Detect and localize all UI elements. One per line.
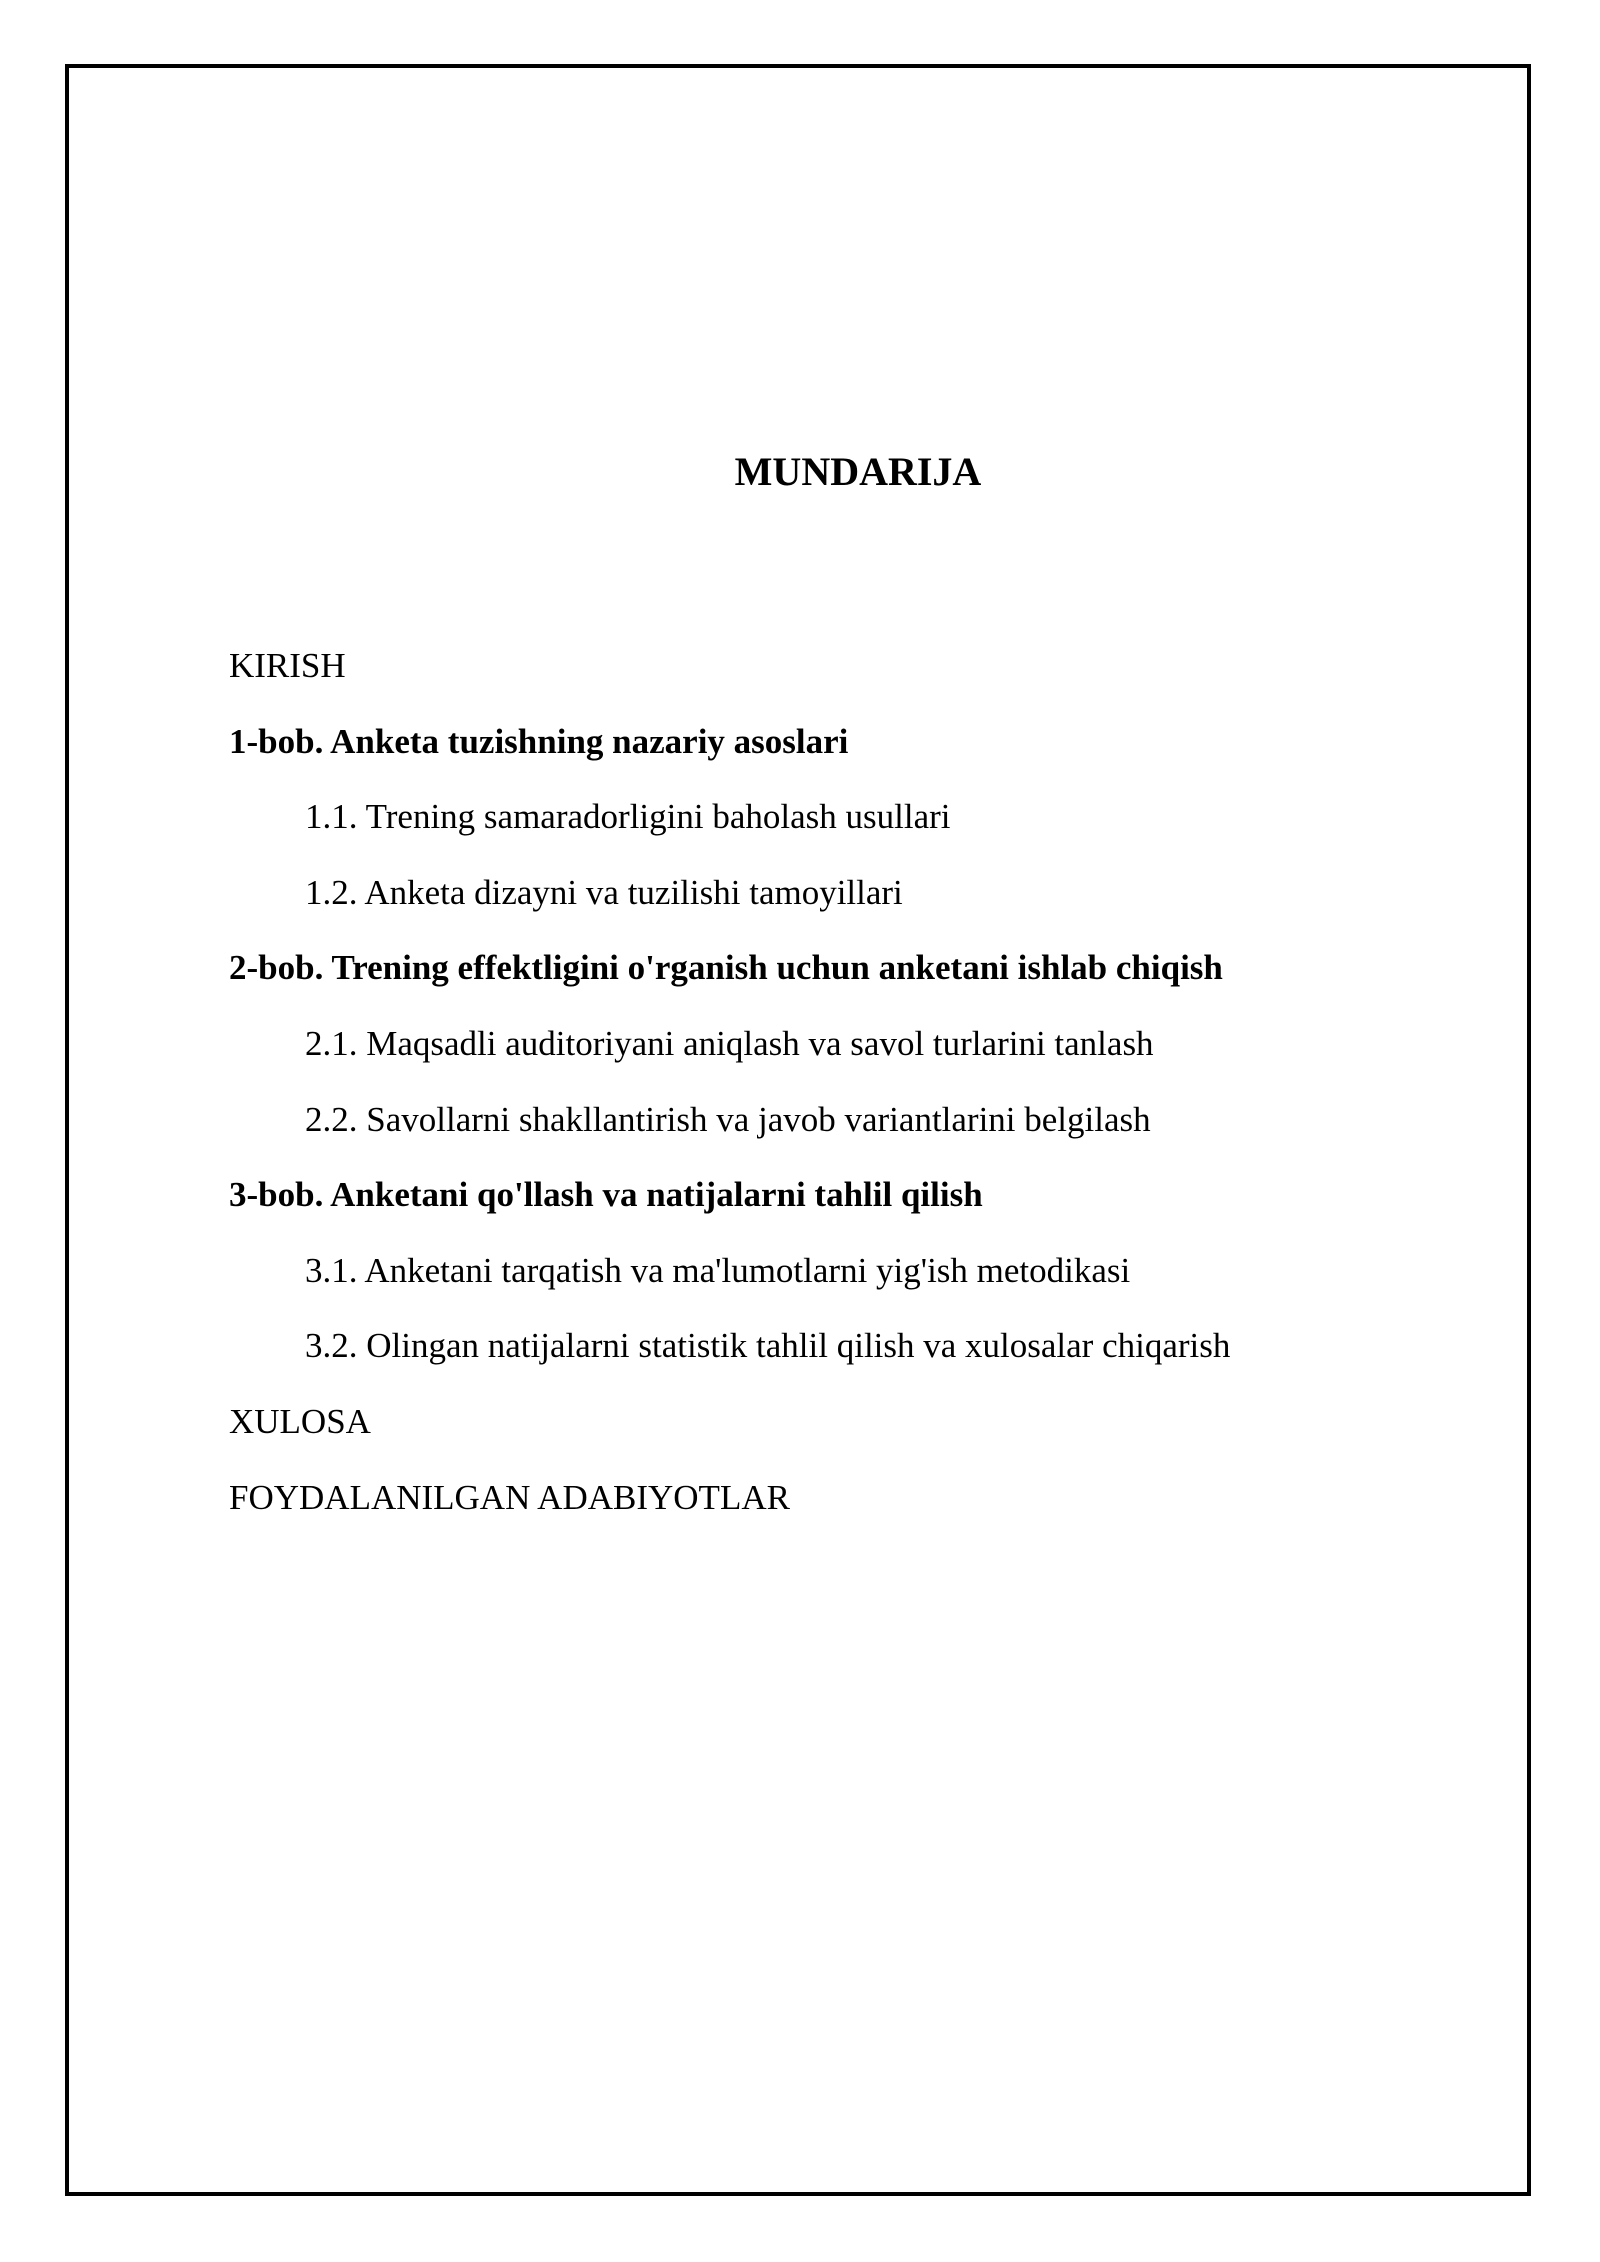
toc-chapter-2: 2-bob. Trening effektligini o'rganish uchun anketani ishlab chiqish xyxy=(229,948,1223,988)
toc-item-conclusion: XULOSA xyxy=(229,1401,371,1441)
toc-section-1-2: 1.2. Anketa dizayni va tuzilishi tamoyillari xyxy=(305,872,903,912)
toc-section-2-1: 2.1. Maqsadli auditoriyani aniqlash va savol turlarini tanlash xyxy=(305,1023,1154,1063)
table-of-contents xyxy=(229,628,1429,1535)
toc-item-introduction: KIRISH xyxy=(229,646,346,685)
toc-item-references: FOYDALANILGAN ADABIYOTLAR xyxy=(229,1477,790,1517)
toc-section-1-1: 1.1. Trening samaradorligini baholash usullari xyxy=(305,797,951,837)
toc-section-2-2: 2.2. Savollarni shakllantirish va javob variantlarini belgilash xyxy=(305,1099,1151,1139)
toc-section-3-1: 3.1. Anketani tarqatish va ma'lumotlarni yig'ish metodikasi xyxy=(305,1250,1131,1290)
toc-section-3-2: 3.2. Olingan natijalarni statistik tahlil qilish va xulosalar chiqarish xyxy=(305,1326,1231,1366)
toc-chapter-1: 1-bob. Anketa tuzishning nazariy asoslari xyxy=(229,721,849,761)
page-title: MUNDARIJA xyxy=(734,449,982,494)
toc-chapter-3: 3-bob. Anketani qo'llash va natijalarni tahlil qilish xyxy=(229,1175,983,1215)
